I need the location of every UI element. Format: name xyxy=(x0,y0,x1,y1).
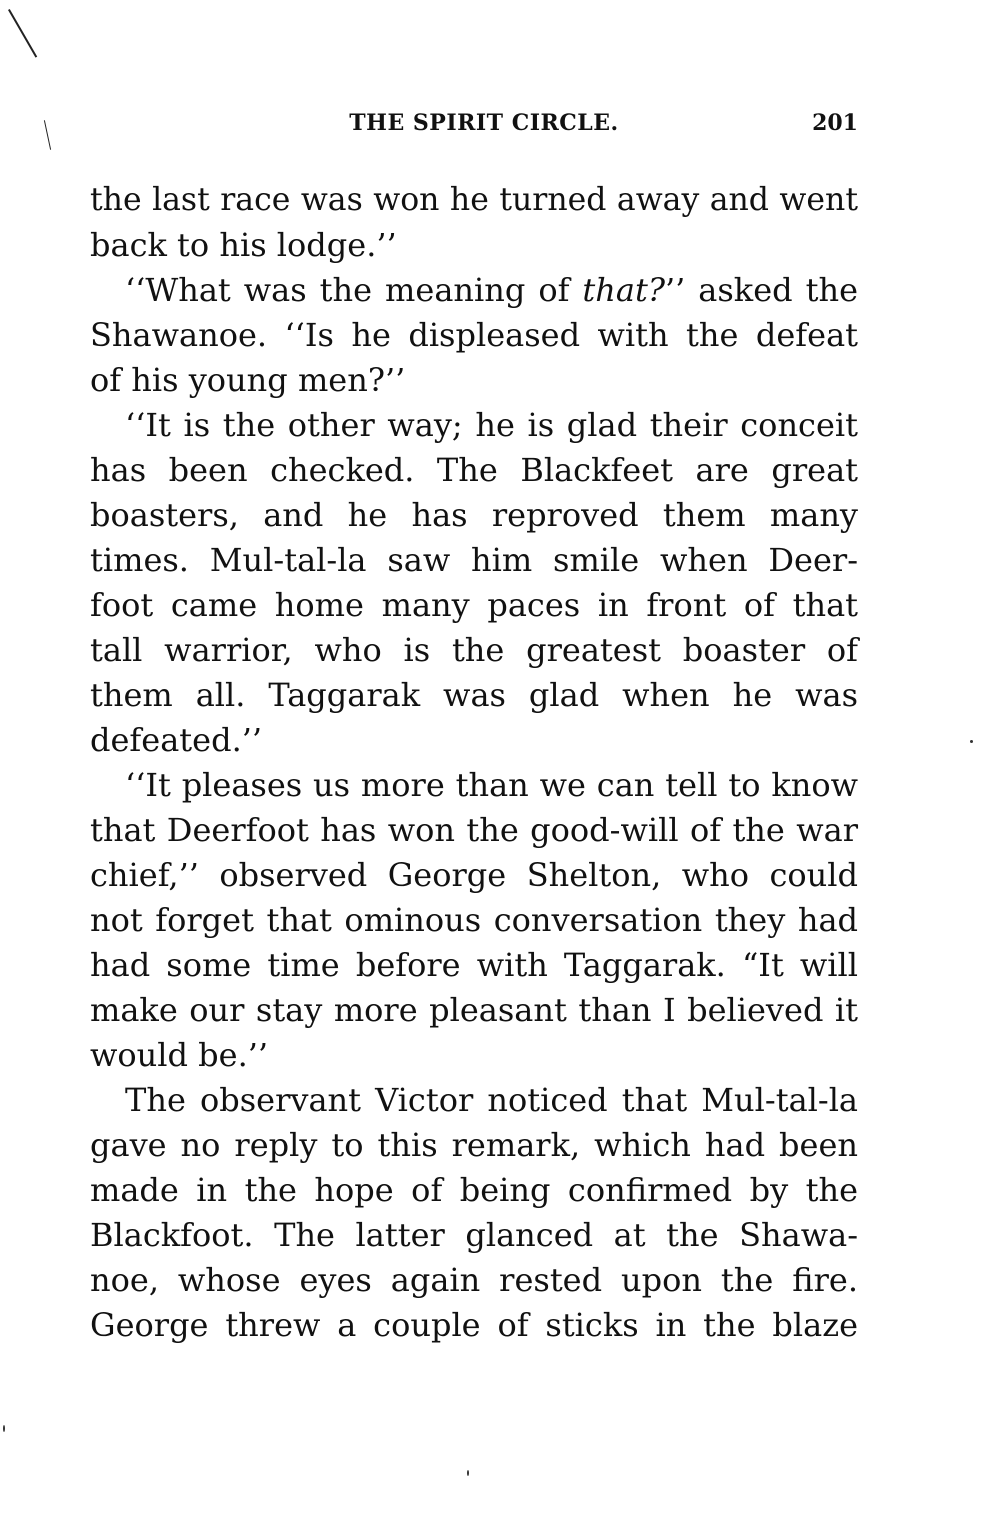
text-line: not forget that ominous conversation they had xyxy=(90,901,858,939)
speck-bottom xyxy=(467,1470,469,1476)
body-text xyxy=(90,178,858,1348)
text-line: George threw a couple of sticks in the blaze xyxy=(90,1306,858,1344)
text-line: back to his lodge.’’ xyxy=(90,226,397,264)
scan-mark-left xyxy=(44,120,51,150)
text-line: tall warrior, who is the greatest boaster of xyxy=(90,631,858,669)
text-line: ‘‘It pleases us more than we can tell to know xyxy=(125,766,858,804)
text-line: The observant Victor noticed that Mul-tal-la xyxy=(125,1081,858,1119)
text-line: of his young men?’’ xyxy=(90,361,406,399)
text-line: Shawanoe. ‘‘Is he displeased with the defeat xyxy=(90,316,858,354)
text-line: ‘‘What was the meaning of that?’’ asked the xyxy=(125,271,858,309)
text-line: boasters, and he has reproved them many xyxy=(90,496,858,534)
scan-mark-top-left xyxy=(8,9,37,58)
text-line: made in the hope of being confirmed by the xyxy=(90,1171,858,1209)
text-line: times. Mul-tal-la saw him smile when Deer- xyxy=(90,541,858,579)
text-line: the last race was won he turned away and went xyxy=(90,182,858,218)
emphasis: that? xyxy=(582,271,665,309)
text-line: defeated.’’ xyxy=(90,721,263,759)
text-line: gave no reply to this remark, which had been xyxy=(90,1126,858,1164)
text-line: has been checked. The Blackfeet are great xyxy=(90,451,858,489)
running-head: THE SPIRIT CIRCLE. xyxy=(349,110,619,136)
text-line: chief,’’ observed George Shelton, who could xyxy=(90,856,858,894)
text-line: would be.’’ xyxy=(90,1036,269,1074)
page-header xyxy=(90,110,858,150)
text-line: that Deerfoot has won the good-will of the war xyxy=(90,811,858,849)
text-line: Blackfoot. The latter glanced at the Shawa- xyxy=(90,1216,858,1254)
text-line: ‘‘It is the other way; he is glad their conceit xyxy=(125,406,858,444)
text-line: them all. Taggarak was glad when he was xyxy=(90,676,858,714)
text-line: had some time before with Taggarak. “It will xyxy=(90,946,858,984)
speck-right xyxy=(970,740,973,743)
text-line: foot came home many paces in front of that xyxy=(90,586,858,624)
text-line: noe, whose eyes again rested upon the fire. xyxy=(90,1261,858,1299)
speck-bottom-left xyxy=(3,1425,5,1432)
text-line: make our stay more pleasant than I believed it xyxy=(90,991,858,1029)
page-number: 201 xyxy=(812,110,858,136)
